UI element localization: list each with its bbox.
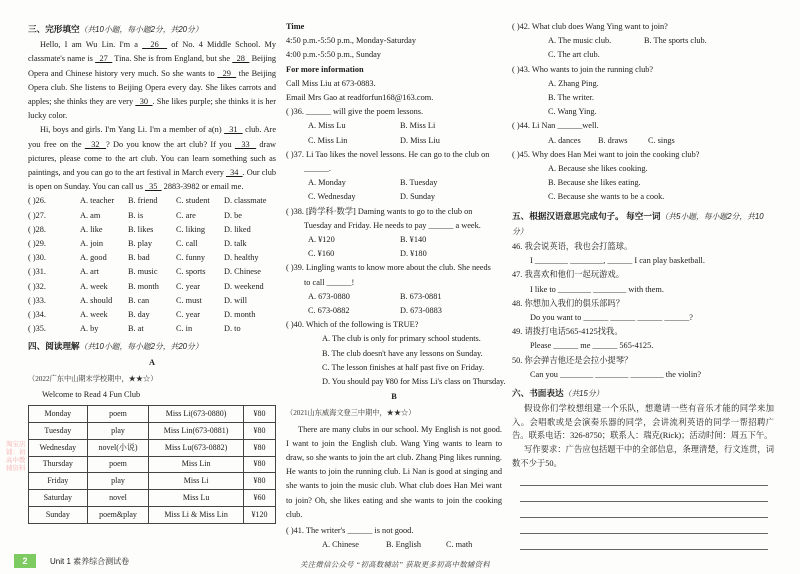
question-number: ( )26.: [28, 196, 46, 206]
question-number: ( )31.: [28, 267, 46, 277]
translate-title: 五、根据汉语意思完成句子。: [512, 210, 624, 221]
reading-note: （共10小题，每小题2分，共20分）: [79, 342, 203, 352]
option: C. must: [176, 295, 202, 305]
table-cell: Tuesday: [29, 422, 88, 439]
cloze-text: . She likes purple; she thinks it is her lucky color.: [28, 97, 276, 121]
table-cell: Miss Li & Miss Lin: [149, 506, 244, 523]
table-cell: Sunday: [29, 506, 88, 523]
option: C. are: [176, 210, 196, 220]
option: B. likes: [128, 224, 154, 234]
table-cell: poem&play: [87, 506, 149, 523]
translate-extra: 每空一词: [626, 210, 661, 221]
table-cell: Miss Lin(673-0881): [149, 422, 244, 439]
cloze-text: Beijing Opera and Chinese history very much. So she wants to: [28, 54, 276, 78]
q40-option-d: D. You should pay ¥80 for Miss Li's class on Thursday.: [322, 376, 506, 386]
option: D. be: [224, 210, 242, 220]
writing-lines: [512, 470, 774, 550]
q40-option-c: C. The lesson finishes at half past five on Friday.: [322, 362, 485, 372]
q43-option-c: C. Wang Ying.: [548, 107, 597, 117]
cloze-text: of No. 4 Middle School. My classmate's name is: [28, 40, 276, 64]
passage-b: There are many clubs in our school. My English is not good. I want to join the English club. Wang Ying wants to learn to draw, so she wants to join the art club. Zhang Ping likes running. He wants to join the running club. Li Nan is good at singing and she wants to join the music club. What club does Han Mei want to join? Oh, she likes eating and she wants to join the cooking club.: [286, 424, 502, 519]
option: A. by: [80, 324, 99, 334]
table-row: [29, 473, 276, 490]
question-38-cont: Tuesday and Friday. He needs to pay ______ a week.: [304, 220, 481, 230]
q38-options-row1: [286, 233, 502, 247]
writing-line[interactable]: [520, 470, 768, 486]
translate-note: （共5小题，每小题2分，共10分）: [512, 211, 764, 236]
cloze-options: [28, 194, 276, 336]
question-45: ( )45. Why does Han Mei want to join the cooking club?: [512, 149, 700, 159]
writing-line[interactable]: [520, 502, 768, 518]
q45-option-b: B. Because she likes eating.: [548, 178, 641, 188]
option: D. to: [224, 324, 241, 334]
question-39: ( )39. Lingling wants to know more about the club. She needs: [286, 263, 491, 273]
q44-option-c: C. sings: [648, 135, 675, 145]
option: D. will: [224, 295, 248, 305]
q41-option-c: C. math: [446, 540, 473, 550]
q37-option-c: C. Wednesday: [308, 192, 356, 202]
option: A. am: [80, 210, 101, 220]
q42-option-c: C. The art club.: [548, 50, 600, 60]
question-48: 48. 你想加入我们的俱乐部吗？: [512, 298, 625, 308]
option: D. Chinese: [224, 267, 261, 277]
writing-note: （共15分）: [563, 389, 604, 399]
q41-option-a: A. Chinese: [322, 540, 359, 550]
option: A. week: [80, 281, 108, 291]
option: B. music: [128, 267, 158, 277]
table-cell: ¥80: [243, 473, 275, 490]
question-number: ( )33.: [28, 295, 46, 305]
table-cell: Saturday: [29, 490, 88, 507]
cloze-paragraph-2: [28, 123, 276, 194]
q36-option-b: B. Miss Li: [400, 121, 436, 131]
q42-option-b: B. The sports club.: [644, 36, 707, 46]
q43-option-a: A. Zhang Ping.: [548, 78, 599, 88]
question-43: ( )43. Who wants to join the running club?: [512, 64, 654, 74]
option: D. classmate: [224, 196, 267, 206]
table-row: [29, 439, 276, 456]
option: B. play: [128, 239, 152, 248]
q38-option-c: C. ¥160: [308, 249, 335, 259]
question-49: 49. 请拨打电话565-4125找我。: [512, 327, 623, 337]
unit-label: Unit 1 素养综合测试卷: [50, 556, 130, 566]
question-47: 47. 我喜欢和他们一起玩游戏。: [512, 270, 625, 280]
option: C. funny: [176, 253, 206, 263]
q37-options-row1: [286, 176, 502, 190]
cloze-option-row: [28, 209, 276, 223]
cloze-text: club. Are you free on the: [28, 125, 277, 149]
question-42: ( )42. What club does Wang Ying want to join?: [512, 22, 668, 31]
table-cell: ¥80: [243, 406, 275, 423]
question-number: ( )29.: [28, 239, 46, 248]
cloze-blank: 30: [135, 97, 153, 107]
option: D. month: [224, 309, 256, 319]
cloze-text: Hi, boys and girls. I'm Yang Li. I'm a member of a(n): [40, 125, 225, 135]
option: C. year: [176, 309, 200, 319]
middle-column: [286, 20, 506, 552]
q44-options: [512, 134, 774, 148]
q41-option-b: B. English: [386, 540, 422, 550]
club-schedule-table: [28, 405, 276, 524]
cloze-option-row: [28, 280, 276, 294]
q39-options-row2: [286, 304, 502, 318]
q36-options-row1: [286, 119, 502, 133]
option: B. is: [128, 210, 144, 220]
option: C. sports: [176, 267, 206, 277]
question-41: ( )41. The writer's ______ is not good.: [286, 525, 414, 535]
cloze-blank: 33: [234, 139, 257, 149]
q37-options-row2: [286, 190, 502, 204]
question-44: ( )44. Li Nan ______well.: [512, 121, 599, 131]
table-cell: Thursday: [29, 456, 88, 473]
q42-option-a: A. The music club.: [548, 36, 612, 46]
q39-option-c: C. 673-0882: [308, 305, 350, 315]
cloze-paragraph-1: [28, 38, 276, 123]
table-row: [29, 456, 276, 473]
cloze-option-row: [28, 194, 276, 208]
question-number: ( )30.: [28, 253, 46, 263]
option: C. call: [176, 239, 198, 248]
footer-notice: 关注微信公众号 “初高数辅站” 获取更多初高中数辅资料: [300, 560, 491, 569]
q44-option-b: B. draws: [598, 135, 628, 145]
option: A. like: [80, 224, 103, 234]
answer-50: Can you ________ ________ ________ the violin?: [530, 369, 701, 379]
option: B. at: [128, 324, 144, 334]
table-cell: poem: [87, 406, 149, 423]
cloze-blank: 32: [84, 139, 107, 149]
table-cell: Miss Li(673-0880): [149, 406, 244, 423]
table-cell: novel: [87, 490, 149, 507]
table-row: [29, 490, 276, 507]
option: B. bad: [128, 253, 150, 263]
option: D. liked: [224, 224, 251, 234]
writing-line[interactable]: [520, 518, 768, 534]
club-title: Welcome to Read 4 Fun Club: [42, 389, 141, 399]
q44-option-a: A. dances: [548, 135, 581, 145]
cloze-blank: 34: [225, 168, 243, 178]
cloze-text: Hello, I am Wu Lin. I'm a: [40, 40, 143, 50]
table-cell: ¥80: [243, 439, 275, 456]
table-cell: Miss Li: [149, 473, 244, 490]
question-40: ( )40. Which of the following is TRUE?: [286, 320, 419, 330]
question-number: ( )34.: [28, 309, 46, 319]
cloze-blank: 35: [145, 182, 162, 192]
q38-option-d: D. ¥180: [400, 249, 427, 259]
table-cell: ¥80: [243, 456, 275, 473]
cloze-option-row: [28, 294, 276, 308]
option: B. month: [128, 281, 159, 291]
cloze-option-row: [28, 237, 276, 251]
cloze-blank: 27: [95, 54, 113, 64]
cloze-text: ? Do you know the art club? If you: [106, 139, 235, 149]
cloze-blank: 29: [217, 68, 237, 78]
answer-46: I ________ ________, ______ I can play basketball.: [530, 256, 705, 266]
cloze-blank: 31: [224, 125, 243, 135]
table-cell: play: [87, 473, 149, 490]
q42-options-row1: [512, 34, 774, 48]
writing-requirements: 写作要求：广告应包括题干中的全部信息，条理清楚，行文连贯，词数不少于50。: [512, 445, 774, 468]
q39-option-d: D. 673-0883: [400, 305, 442, 315]
table-cell: ¥80: [243, 422, 275, 439]
option: C. student: [176, 196, 210, 206]
shop-watermark: 淘宝店铺：初高中教辅资料: [6, 440, 26, 472]
question-39-cont: to call ______!: [304, 277, 355, 287]
option: D. weekend: [224, 281, 264, 291]
question-37-cont: ______.: [304, 164, 331, 173]
q39-option-b: B. 673-0881: [400, 291, 442, 301]
q36-options-row2: [286, 134, 502, 148]
option: D. healthy: [224, 253, 259, 263]
reading-heading: [28, 339, 276, 354]
part-b-label: B: [391, 392, 397, 402]
question-number: ( )28.: [28, 224, 46, 234]
left-column: [28, 20, 276, 524]
question-38: ( )38. [跨学科·数学] Daming wants to go to the club on: [286, 206, 473, 216]
option: A. art: [80, 267, 99, 277]
q43-option-b: B. The writer.: [548, 93, 594, 102]
q41-options: [286, 538, 502, 552]
table-cell: Miss Lu(673-0882): [149, 439, 244, 456]
time-line-2: 4:00 p.m.-5:50 p.m., Sunday: [286, 50, 381, 60]
source-b: （2021山东威海文登三中期中，★★☆）: [286, 409, 416, 418]
page-number: 2: [14, 554, 36, 568]
option: A. join: [80, 239, 104, 248]
info-line-1: Call Miss Liu at 673-0883.: [286, 78, 376, 88]
table-cell: Wednesday: [29, 439, 88, 456]
table-cell: Miss Lu: [149, 490, 244, 507]
q36-option-d: D. Miss Liu: [400, 135, 440, 145]
cloze-heading: [28, 22, 276, 37]
cloze-text: Tina. She is from England, but she: [112, 54, 233, 64]
cloze-option-row: [28, 308, 276, 322]
option: C. in: [176, 324, 193, 334]
table-cell: Monday: [29, 406, 88, 423]
cloze-text: 2883-3982 or email me.: [161, 182, 244, 192]
writing-prompt: 假设你们学校想组建一个乐队，想邀请一些有音乐才能的同学来加入。会唱歌或是会演奏乐器的同学，会讲流利英语的同学一帮招聘广告。联系电话：326-8750；联系人：瑞克(Rick)；活动时间：周五下午。: [512, 404, 774, 441]
table-row: [29, 506, 276, 523]
time-line-1: 4:50 p.m.-5:50 p.m., Monday-Saturday: [286, 36, 416, 46]
q36-option-c: C. Miss Lin: [308, 135, 348, 145]
cloze-title: 三、完形填空: [28, 24, 80, 34]
question-number: ( )27.: [28, 210, 46, 220]
table-cell: ¥60: [243, 490, 275, 507]
cloze-blank: 28: [232, 54, 250, 64]
q37-option-d: D. Sunday: [400, 192, 436, 202]
answer-49: Please ______ me ______ 565-4125.: [530, 341, 654, 351]
q37-option-a: A. Monday: [308, 178, 346, 188]
q39-option-a: A. 673-0880: [308, 291, 350, 301]
answer-47: I like to ________ ________ with them.: [530, 284, 664, 294]
cloze-text: the Beijing Opera club. She listens to Beijing Opera every day. She likes carrots and apples; she thinks they are very: [28, 68, 276, 107]
table-cell: poem: [87, 456, 149, 473]
q36-option-a: A. Miss Lu: [308, 121, 346, 131]
q37-option-b: B. Tuesday: [400, 178, 438, 188]
cloze-option-row: [28, 265, 276, 279]
table-row: [29, 406, 276, 423]
source-a: （2022广东中山期末学校期中，★★☆）: [28, 374, 158, 383]
option: A. good: [80, 253, 107, 263]
table-row: [29, 422, 276, 439]
table-cell: play: [87, 422, 149, 439]
writing-title: 六、书面表达: [512, 388, 564, 399]
option: B. day: [128, 309, 150, 319]
info-heading: For more information: [286, 64, 364, 74]
table-cell: Friday: [29, 473, 88, 490]
q38-option-b: B. ¥140: [400, 234, 427, 244]
option: B. friend: [128, 196, 158, 206]
option: D. talk: [224, 239, 247, 248]
option: A. week: [80, 309, 108, 319]
table-cell: Miss Lin: [149, 456, 244, 473]
option: A. should: [80, 295, 113, 305]
cloze-option-row: [28, 322, 276, 336]
writing-line[interactable]: [520, 486, 768, 502]
option: A. teacher: [80, 196, 115, 206]
option: C. liking: [176, 224, 206, 234]
info-line-2: Email Mrs Gao at readforfun168@163.com.: [286, 93, 434, 103]
answer-48: Do you want to ______ ______ ______ ______?: [530, 313, 693, 323]
part-a-label: A: [149, 357, 155, 367]
question-37: ( )37. Li Tao likes the novel lessons. He can go to the club on: [286, 149, 490, 159]
reading-title: 四、阅读理解: [28, 341, 80, 352]
right-column: [512, 20, 774, 550]
q38-option-a: A. ¥120: [308, 234, 335, 244]
translate-heading: [512, 209, 774, 239]
q39-options-row1: [286, 290, 502, 304]
cloze-text: . Our club is open on Sunday. You can call us: [28, 168, 276, 192]
cloze-option-row: [28, 223, 276, 237]
writing-heading: [512, 386, 774, 401]
question-36: ( )36. ______ will give the poem lessons.: [286, 107, 424, 117]
question-46: 46. 我会说英语，我也会打篮球。: [512, 242, 633, 252]
question-number: ( )32.: [28, 281, 46, 291]
table-cell: ¥120: [243, 506, 275, 523]
question-50: 50. 你会弹吉他还是会拉小提琴？: [512, 355, 633, 365]
q40-option-b: B. The club doesn't have any lessons on Sunday.: [322, 348, 483, 358]
q38-options-row2: [286, 247, 502, 261]
q45-option-a: A. Because she likes cooking.: [548, 164, 648, 173]
cloze-note: （共10小题，每小题2分，共20分）: [79, 25, 203, 34]
table-cell: novel(小说): [87, 439, 149, 456]
q45-option-c: C. Because she wants to be a cook.: [548, 192, 665, 202]
time-heading: Time: [286, 22, 305, 31]
page-footer: [14, 554, 129, 568]
cloze-option-row: [28, 251, 276, 265]
cloze-blank: 26: [142, 40, 168, 50]
question-number: ( )35.: [28, 324, 46, 334]
q40-option-a: A. The club is only for primary school students.: [322, 334, 481, 344]
option: C. year: [176, 281, 200, 291]
option: B. can: [128, 295, 150, 305]
writing-line[interactable]: [520, 534, 768, 550]
cloze-text: draw pictures, please come to the art club. You can learn something such as paintings, and you can go to the art festival in March every: [28, 139, 276, 178]
